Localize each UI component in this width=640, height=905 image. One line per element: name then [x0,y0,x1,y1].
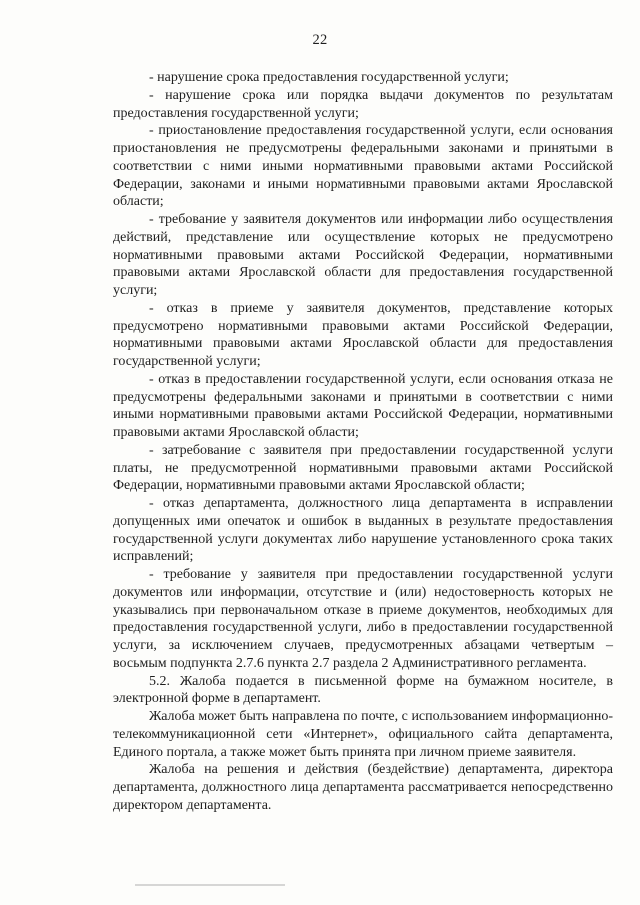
paragraph-violation-term: - нарушение срока предоставления государственной услуги; [149,70,509,85]
paragraph-refusal-acceptance: - отказ в приеме у заявителя документов, представление которых предусмотрено нормативными правовыми актами Российской Федерации, нормативными правовыми актами Ярославской области для предоставления государственной услуги; [113,300,613,369]
page-number: 22 [312,32,328,48]
paragraph-demand-documents: - требование у заявителя документов или информации либо осуществления действий, представление или осуществление которых не предусмотрено нормативными правовыми актами Российской Федерации, нормативными правовыми актами Ярославской области для предоставления государственной услуги; [113,212,613,298]
paragraph-refusal-service: - отказ в предоставлении государственной услуги, если основания отказа не предусмотрены федеральными законами и принятыми в соответствии с ними иными нормативными правовыми актами Российской Федерации, нормативными правовыми актами Ярославской области; [113,371,613,440]
paragraph-refusal-correction: - отказ департамента, должностного лица департамента в исправлении допущенных ими опечаток и ошибок в выданных в результате предоставления государственной услуги документах либо нарушение установленного срока таких исправлений; [113,496,613,565]
paragraph-demand-missing-info: - требование у заявителя при предоставлении государственной услуги документов или информации, отсутствие и (или) недостоверность которых не указывались при первоначальном отказе в приеме документов, необходимых для предоставления государственной услуги, либо в предоставлении государственной услуги, за исключением случаев, предусмотренных абзацами четвертым – восьмым подпункта 2.7.6 пункта 2.7 раздела 2 Административного регламента. [113,567,613,671]
paragraph-complaint-form: 5.2. Жалоба подается в письменной форме на бумажном носителе, в электронной форме в департамент. [113,673,613,707]
paragraph-complaint-channels: Жалоба может быть направлена по почте, с использованием информационно-телекоммуникационной сети «Интернет», официального сайта департамента, Единого портала, а также может быть принята при личном приеме заявителя. [113,709,613,760]
paragraph-complaint-review: Жалоба на решения и действия (бездействие) департамента, директора департамента, должностного лица департамента рассматривается непосредственно директором департамента. [113,762,613,813]
paragraph-suspension: - приостановление предоставления государственной услуги, если основания приостановления не предусмотрены федеральными законами и принятыми в соответствии с ними иными нормативными правовыми актами Российской Федерации, законами и иными нормативными правовыми актами Ярославской области; [113,123,613,210]
faint-bottom-mark [135,884,285,886]
document-body [113,69,613,815]
paragraph-payment-demand: - затребование с заявителя при предоставлении государственной услуги платы, не предусмотренной нормативными правовыми актами Российской Федерации, нормативными правовыми актами Ярославской области; [113,442,613,494]
paragraph-violation-issue-docs: - нарушение срока или порядка выдачи документов по результатам предоставления государственной услуги; [113,87,613,121]
